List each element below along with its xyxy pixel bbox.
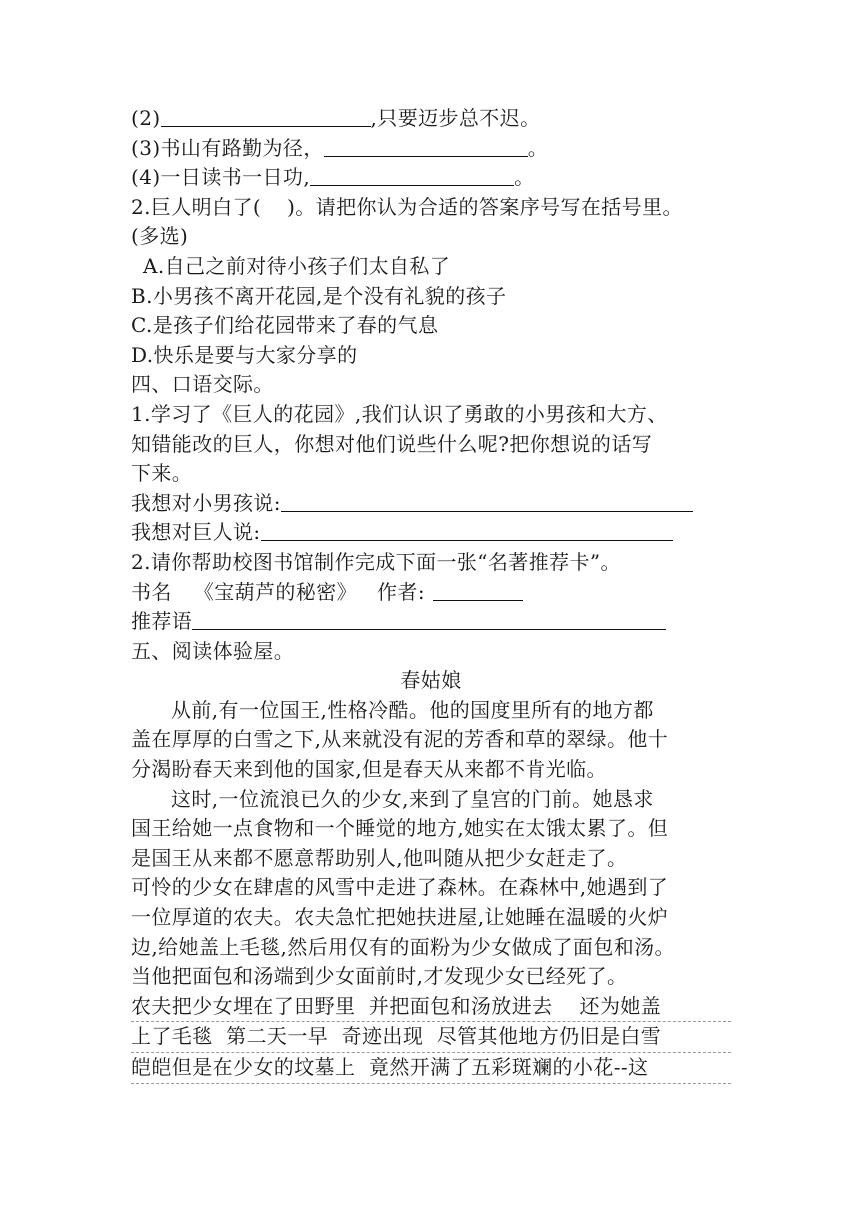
fill-line-2 (131, 104, 731, 134)
worksheet-content (131, 104, 731, 1084)
fill-4-text: (4)一日读书一日功, (131, 165, 311, 190)
section-4-title: 四、口语交际。 (131, 372, 274, 397)
story-p1-line-3: 分渴盼春天来到他的国家,但是春天从来都不肯光临。 (131, 757, 607, 782)
story-p3-line-3: 边,给她盖上毛毯,然后用仅有的面粉为少女做成了面包和汤。 (131, 934, 675, 959)
s4-q1-line-1: 1.学习了《巨人的花园》,我们认识了勇敢的小男孩和大方、 (131, 401, 668, 426)
author-label: 作者: (377, 579, 425, 604)
story-p2-line-1: 这时,一位流浪已久的少女,来到了皇宫的门前。她恳求 (171, 786, 654, 811)
story-p2-line-2: 国王给她一点食物和一个睡觉的地方,她实在太饿太累了。但 (131, 816, 669, 841)
giant-label: 我想对巨人说: (131, 520, 261, 545)
book-label: 书名 (131, 579, 172, 604)
q2-stem-a: 2.巨人明白了( (131, 194, 262, 219)
option-d: D.快乐是要与大家分享的 (131, 342, 358, 367)
question-2-stem (131, 193, 731, 223)
s4-q1-line-3: 下来。 (131, 461, 193, 486)
story-p2-line-3: 是国王从来都不愿意帮助别人,他叫随从把少女赶走了。 (131, 845, 628, 870)
story-p4-line-1: 农夫把少女埋在了田野里 并把面包和汤放进去 还为她盖 (131, 992, 731, 1023)
answer-blank[interactable] (310, 165, 514, 186)
fill-3-text: (3)书山有路勤为径， (131, 135, 324, 160)
fill-2-text: ,只要迈步总不迟。 (370, 106, 541, 130)
recommend-line (131, 607, 731, 637)
option-c: C.是孩子们给花园带来了春的气息 (131, 313, 439, 338)
author-blank[interactable] (433, 580, 523, 601)
story-p1-line-2: 盖在厚厚的白雪之下,从来就没有泥的芳香和草的翠绿。他十 (131, 727, 669, 752)
boy-label: 我想对小男孩说: (131, 490, 281, 515)
story-p1-line-1: 从前,有一位国王,性格冷酷。他的国度里所有的地方都 (171, 697, 654, 722)
recommend-blank[interactable] (192, 609, 666, 630)
option-b: B.小男孩不离开花园,是个没有礼貌的孩子 (131, 283, 507, 308)
s4-q2: 2.请你帮助校图书馆制作完成下面一张“名著推荐卡”。 (131, 549, 621, 574)
q2-stem-b: )。请把你认为合适的答案序号写在括号里。 (287, 194, 683, 219)
story-p4-line-2: 上了毛毯 第二天一早 奇迹出现 尽管其他地方仍旧是白雪 (131, 1022, 731, 1053)
s4-q1-line-2: 知错能改的巨人，你想对他们说些什么呢?把你想说的话写 (131, 431, 653, 456)
fill-4-end: 。 (514, 165, 535, 190)
giant-answer-blank[interactable] (261, 520, 673, 541)
story-p3-line-2: 一位厚道的农夫。农夫急忙把她扶进屋,让她睡在温暖的火炉 (131, 905, 669, 930)
answer-blank[interactable] (324, 136, 528, 157)
question-2-multi: (多选) (131, 224, 189, 249)
story-p3-line-4: 当他把面包和汤端到少女面前时,才发现少女已经死了。 (131, 964, 628, 989)
giant-answer-line (131, 518, 731, 548)
answer-blank[interactable] (161, 106, 371, 127)
story-p3-line-1: 可怜的少女在肆虐的风雪中走进了森林。在森林中,她遇到了 (131, 875, 669, 900)
fill-2-number: (2) (131, 106, 161, 130)
fill-line-4 (131, 163, 731, 193)
book-title: 《宝葫芦的秘密》 (193, 579, 358, 604)
option-a: A.自己之前对待小孩子们太自私了 (143, 253, 451, 278)
story-title: 春姑娘 (400, 668, 462, 693)
section-5-title: 五、阅读体验屋。 (131, 638, 295, 663)
recommend-label: 推荐语 (131, 609, 193, 634)
fill-3-end: 。 (527, 135, 549, 160)
story-p4-line-3: 皑皑但是在少女的坟墓上 竟然开满了五彩斑斓的小花--这 (131, 1053, 731, 1084)
book-card-line (131, 578, 731, 608)
boy-answer-line (131, 489, 731, 519)
boy-answer-blank[interactable] (281, 491, 693, 512)
fill-line-3 (131, 134, 731, 164)
